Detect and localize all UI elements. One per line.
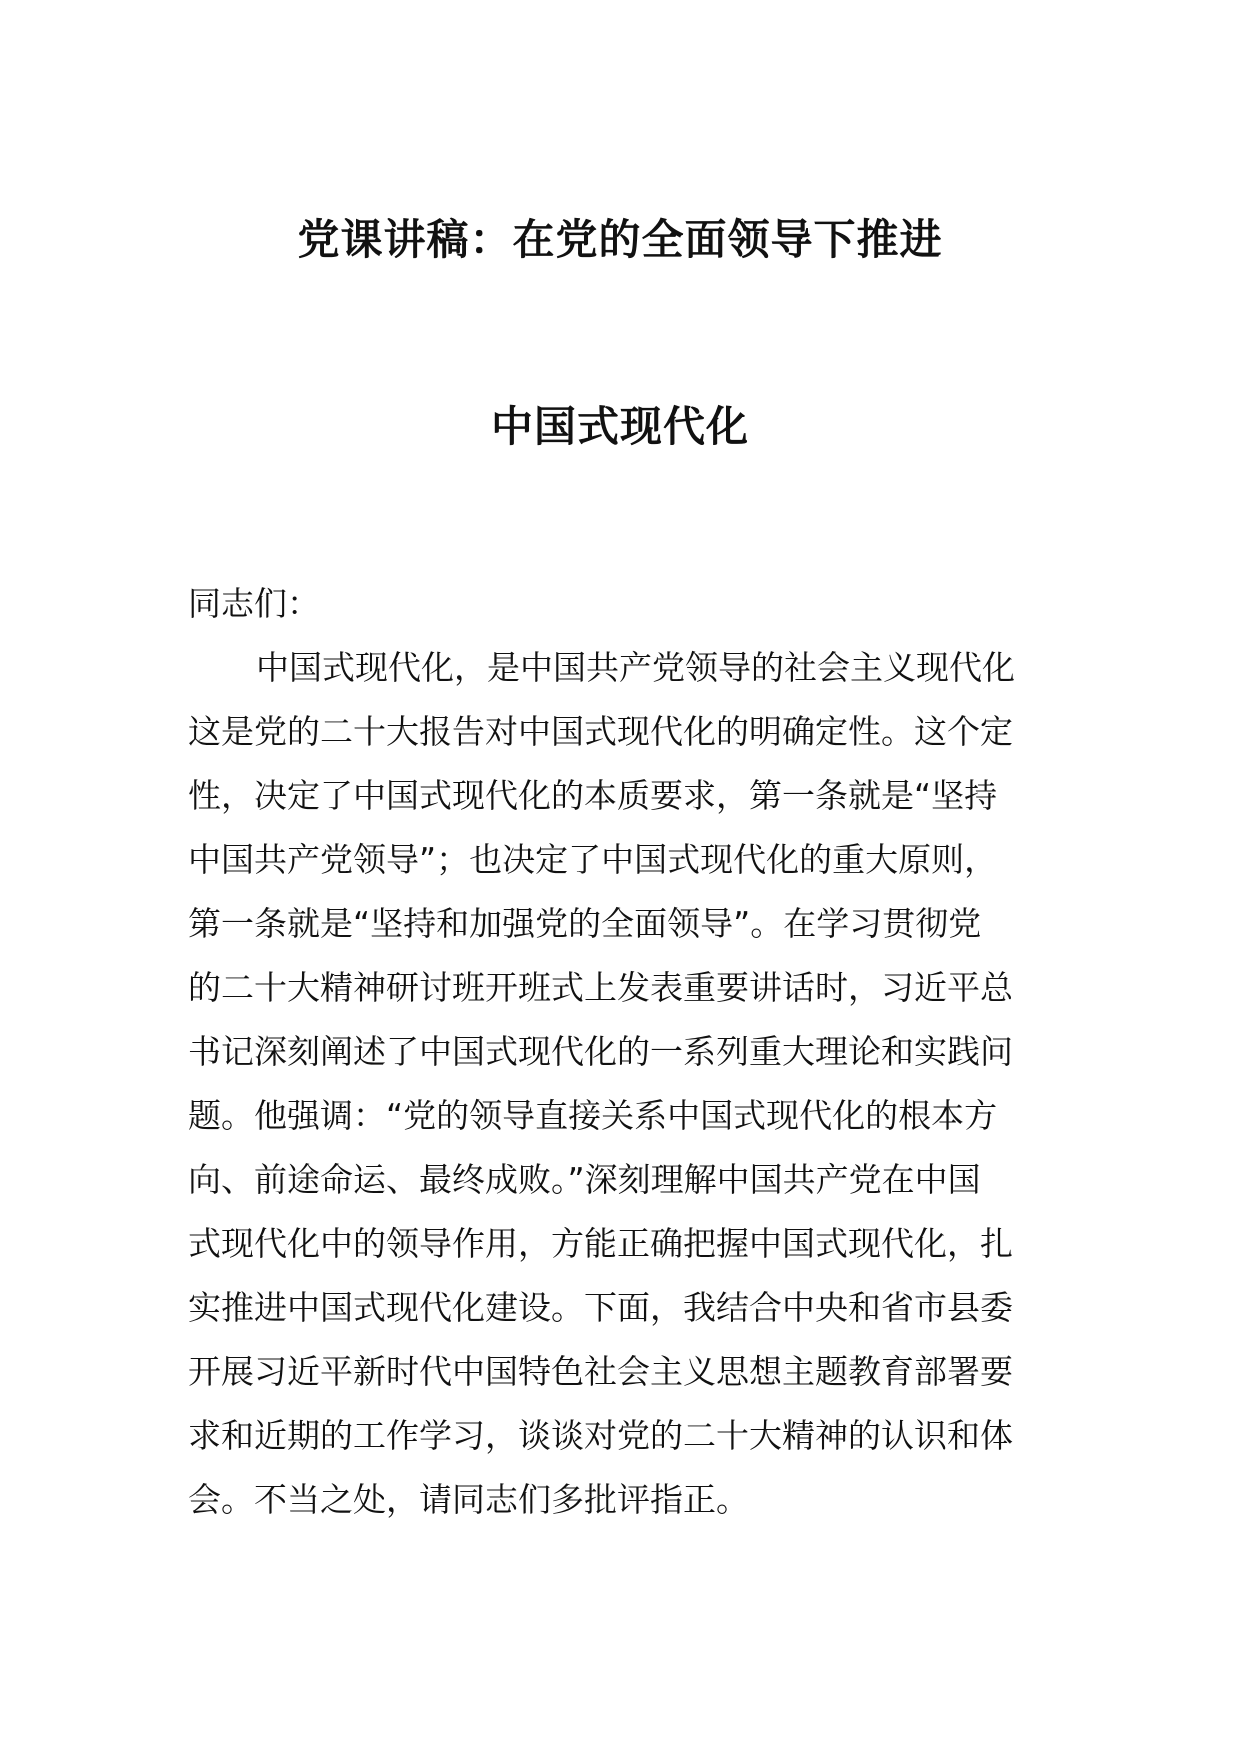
- paragraph-line: 式现代化中的领导作用，方能正确把握中国式现代化，扎: [188, 1224, 1013, 1263]
- paragraph-line: 书记深刻阐述了中国式现代化的一系列重大理论和实践问: [188, 1032, 1013, 1071]
- paragraph-line: 求和近期的工作学习，谈谈对党的二十大精神的认识和体: [188, 1416, 1013, 1455]
- document-title-line-1: 党课讲稿：在党的全面领导下推进: [297, 215, 943, 264]
- salutation: 同志们：: [188, 584, 320, 623]
- paragraph-line: 性，决定了中国式现代化的本质要求，第一条就是“坚持: [188, 776, 998, 815]
- paragraph-line: 实推进中国式现代化建设。下面，我结合中央和省市县委: [188, 1288, 1013, 1327]
- paragraph-line: 向、前途命运、最终成败。”深刻理解中国共产党在中国: [188, 1160, 981, 1199]
- paragraph-line: 会。不当之处，请同志们多批评指正。: [188, 1480, 749, 1519]
- document-title-line-2: 中国式现代化: [490, 402, 749, 451]
- paragraph-line: 开展习近平新时代中国特色社会主义思想主题教育部署要: [188, 1352, 1013, 1391]
- paragraph-line: 中国共产党领导”；也决定了中国式现代化的重大原则，: [188, 840, 998, 879]
- body-paragraph: [188, 636, 1058, 1532]
- paragraph-line: 这是党的二十大报告对中国式现代化的明确定性。这个定: [188, 712, 1013, 751]
- paragraph-line: 中国式现代化，是中国共产党领导的社会主义现代化: [256, 648, 1015, 687]
- paragraph-line: 第一条就是“坚持和加强党的全面领导”。在学习贯彻党: [188, 904, 982, 943]
- paragraph-line: 题。他强调：“党的领导直接关系中国式现代化的根本方: [188, 1096, 998, 1135]
- paragraph-line: 的二十大精神研讨班开班式上发表重要讲话时，习近平总: [188, 968, 1013, 1007]
